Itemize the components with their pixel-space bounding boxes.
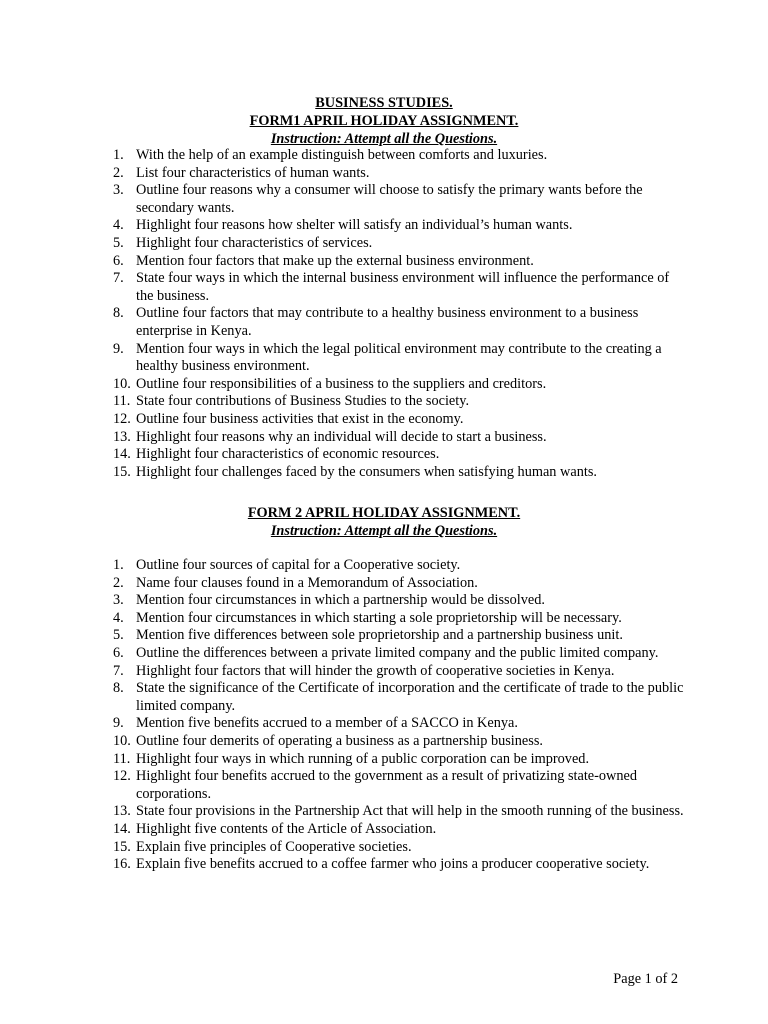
question-text: Highlight five contents of the Article of Association. <box>136 820 437 837</box>
question-text: Highlight four challenges faced by the consumers when satisfying human wants. <box>136 463 597 480</box>
question-item <box>0 341 684 376</box>
question-item <box>0 182 684 217</box>
question-item <box>0 429 684 447</box>
question-text: Outline four sources of capital for a Cooperative society. <box>136 557 461 573</box>
page-number: Page 1 of 2 <box>613 971 678 987</box>
question-text: Mention four factors that make up the external business environment. <box>136 252 534 269</box>
question-number: 15. <box>113 463 131 480</box>
question-text: Outline four factors that may contribute to a healthy business environment to a business enterprise in Kenya. <box>136 305 639 339</box>
question-item <box>0 715 684 733</box>
question-number: 12. <box>113 410 131 427</box>
question-text: State four ways in which the internal business environment will influence the performance of the business. <box>136 270 670 304</box>
question-text: Highlight four reasons how shelter will satisfy an individual’s human wants. <box>136 217 573 234</box>
question-item <box>0 680 684 715</box>
question-number: 12. <box>113 768 131 785</box>
question-number: 1. <box>113 147 124 163</box>
question-number: 7. <box>113 270 124 287</box>
question-text: Highlight four benefits accrued to the government as a result of privatizing state-owned corporations. <box>136 768 638 802</box>
question-number: 2. <box>113 574 124 591</box>
question-number: 4. <box>113 217 124 234</box>
question-number: 10. <box>113 375 131 392</box>
question-number: 6. <box>113 644 124 661</box>
question-number: 2. <box>113 164 124 181</box>
question-item <box>0 592 684 610</box>
question-number: 10. <box>113 732 131 749</box>
question-text: Outline four business activities that exist in the economy. <box>136 410 464 427</box>
question-item <box>0 839 684 857</box>
question-text: Highlight four characteristics of economic resources. <box>136 446 440 463</box>
question-number: 1. <box>113 557 124 573</box>
question-item <box>0 557 684 575</box>
question-item <box>0 610 684 628</box>
question-number: 14. <box>113 820 131 837</box>
form1-instruction: Instruction: Attempt all the Questions. <box>270 131 498 147</box>
question-number: 3. <box>113 182 124 199</box>
question-number: 8. <box>113 305 124 322</box>
form2-heading: FORM 2 APRIL HOLIDAY ASSIGNMENT. <box>247 505 521 521</box>
question-item <box>0 411 684 429</box>
question-number: 11. <box>113 393 131 410</box>
question-number: 16. <box>113 856 131 873</box>
question-text: State the significance of the Certificate of incorporation and the certificate of trade to the public limited company. <box>136 680 684 714</box>
question-number: 7. <box>113 662 124 679</box>
question-item <box>0 856 684 874</box>
question-text: Highlight four ways in which running of a public corporation can be improved. <box>136 750 590 767</box>
question-text: State four provisions in the Partnership Act that will help in the smooth running of the business. <box>136 803 684 820</box>
question-item <box>0 663 684 681</box>
question-number: 14. <box>113 446 131 463</box>
question-text: Mention four ways in which the legal political environment may contribute to the creating a healthy business environment. <box>136 340 662 375</box>
question-number: 6. <box>113 252 124 269</box>
question-text: Outline four responsibilities of a business to the suppliers and creditors. <box>136 375 547 392</box>
question-text: Explain five benefits accrued to a coffee farmer who joins a producer cooperative society. <box>136 856 650 873</box>
question-item <box>0 305 684 340</box>
question-item <box>0 165 684 183</box>
question-item <box>0 821 684 839</box>
question-text: Mention five benefits accrued to a member of a SACCO in Kenya. <box>136 715 518 732</box>
question-item <box>0 645 684 663</box>
question-text: List four characteristics of human wants. <box>136 164 370 181</box>
question-text: State four contributions of Business Studies to the society. <box>136 393 470 410</box>
question-item <box>0 270 684 305</box>
question-text: Outline the differences between a private limited company and the public limited company. <box>136 644 659 661</box>
question-item <box>0 627 684 645</box>
question-number: 13. <box>113 428 131 445</box>
document-title: BUSINESS STUDIES. <box>315 95 453 111</box>
question-item <box>0 393 684 411</box>
question-item <box>0 217 684 235</box>
question-text: Highlight four reasons why an individual will decide to start a business. <box>136 428 547 445</box>
question-number: 9. <box>113 715 124 732</box>
question-text: Mention four circumstances in which starting a sole proprietorship will be necessary. <box>136 609 622 626</box>
question-item <box>0 253 684 271</box>
question-item <box>0 733 684 751</box>
question-text: Explain five principles of Cooperative societies. <box>136 838 412 855</box>
question-item <box>0 464 684 482</box>
question-text: Highlight four characteristics of services. <box>136 234 373 251</box>
question-number: 13. <box>113 803 131 820</box>
question-number: 15. <box>113 838 131 855</box>
question-number: 5. <box>113 234 124 251</box>
question-item <box>0 575 684 593</box>
question-text: Highlight four factors that will hinder the growth of cooperative societies in Kenya. <box>136 662 615 679</box>
question-text: Outline four demerits of operating a business as a partnership business. <box>136 732 543 749</box>
question-item <box>0 147 684 165</box>
question-text: Outline four reasons why a consumer will choose to satisfy the primary wants before the secondary wants. <box>136 182 643 216</box>
question-number: 9. <box>113 340 124 357</box>
question-number: 11. <box>113 750 131 767</box>
question-item <box>0 446 684 464</box>
question-text: Name four clauses found in a Memorandum of Association. <box>136 574 478 591</box>
question-item <box>0 803 684 821</box>
question-text: Mention five differences between sole proprietorship and a partnership business unit. <box>136 627 623 644</box>
form2-question-list <box>0 557 768 874</box>
question-number: 4. <box>113 609 124 626</box>
question-number: 3. <box>113 592 124 609</box>
form2-instruction: Instruction: Attempt all the Questions. <box>270 523 498 539</box>
question-text: With the help of an example distinguish between comforts and luxuries. <box>136 147 548 163</box>
question-number: 5. <box>113 627 124 644</box>
form1-question-list <box>0 147 768 481</box>
question-item <box>0 751 684 769</box>
form1-heading: FORM1 APRIL HOLIDAY ASSIGNMENT. <box>249 113 519 129</box>
question-text: Mention four circumstances in which a partnership would be dissolved. <box>136 592 545 609</box>
question-item <box>0 768 684 803</box>
question-item <box>0 376 684 394</box>
question-number: 8. <box>113 680 124 697</box>
question-item <box>0 235 684 253</box>
